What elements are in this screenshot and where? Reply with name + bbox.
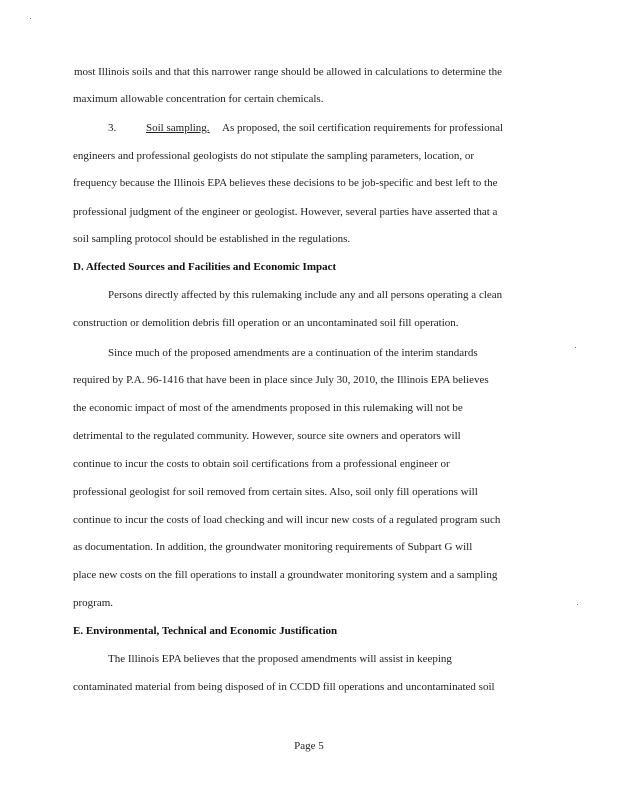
text-line: continue to incur the costs to obtain soil certifications from a professional engineer or <box>73 458 450 470</box>
text-line: professional geologist for soil removed from certain sites. Also, soil only fill operations will <box>73 486 478 498</box>
text-line: professional judgment of the engineer or geologist. However, several parties have asserted that a <box>73 206 498 218</box>
text-line: place new costs on the fill operations to install a groundwater monitoring system and a sampling <box>73 569 498 581</box>
text-line: continue to incur the costs of load checking and will incur new costs of a regulated program such <box>73 514 501 526</box>
section-heading: E. Environmental, Technical and Economic Justification <box>73 625 338 637</box>
text-line: engineers and professional geologists do not stipulate the sampling parameters, location, or <box>73 150 475 162</box>
text-line: construction or demolition debris fill operation or an uncontaminated soil fill operation. <box>73 317 459 329</box>
scan-speck <box>575 347 576 348</box>
text-line: The Illinois EPA believes that the proposed amendments will assist in keeping <box>108 653 452 665</box>
item-title: Soil sampling. <box>146 122 210 134</box>
text-line: As proposed, the soil certification requirements for professional <box>222 122 504 134</box>
section-heading: D. Affected Sources and Facilities and Economic Impact <box>73 261 337 273</box>
text-line: frequency because the Illinois EPA believes these decisions to be job-specific and best left to the <box>73 177 498 189</box>
text-line: most Illinois soils and that this narrower range should be allowed in calculations to determine the <box>74 66 502 78</box>
item-number: 3. <box>108 122 117 134</box>
text-line: the economic impact of most of the amendments proposed in this rulemaking will not be <box>73 402 463 414</box>
text-line: maximum allowable concentration for certain chemicals. <box>73 93 324 105</box>
text-line: required by P.A. 96-1416 that have been in place since July 30, 2010, the Illinois EPA believes <box>73 374 489 386</box>
text-line: program. <box>73 597 114 609</box>
text-line: soil sampling protocol should be established in the regulations. <box>73 233 351 245</box>
text-line: as documentation. In addition, the groundwater monitoring requirements of Subpart G will <box>73 541 473 553</box>
text-line: contaminated material from being disposed of in CCDD fill operations and uncontaminated soil <box>73 681 495 693</box>
text-line: detrimental to the regulated community. However, source site owners and operators will <box>73 430 461 442</box>
text-line: Since much of the proposed amendments are a continuation of the interim standards <box>108 347 478 359</box>
page-number: Page 5 <box>294 740 324 752</box>
scan-speck <box>30 18 31 19</box>
text-line: Persons directly affected by this rulemaking include any and all persons operating a clean <box>108 289 503 301</box>
scan-speck <box>577 604 578 605</box>
